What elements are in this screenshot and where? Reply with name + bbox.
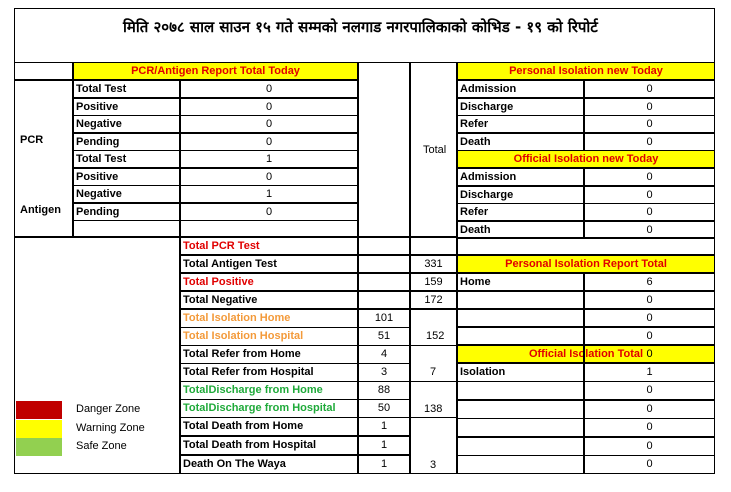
personal-total-value: 0 [584,327,715,345]
legend-label: Danger Zone [76,403,141,415]
personal-home-label: Home [457,273,584,291]
total-negative: Total Negative [180,291,358,309]
blank-cell [14,62,73,80]
refer-hospital: Total Refer from Hospital [180,363,358,382]
personal-new-value: 0 [584,80,715,98]
official-total-blank [457,418,584,437]
test-row-value: 0 [180,98,358,116]
test-row-label: Positive [73,168,180,186]
death-total: 3 [430,459,437,471]
test-row-label: Pending [73,203,180,221]
personal-new-value: 0 [584,98,715,116]
official-new-value: 0 [584,203,715,221]
blank-cell [73,220,180,237]
isolation-home: Total Isolation Home [180,309,358,328]
test-row-label: Negative [73,115,180,133]
discharge-total: 138 [424,403,443,415]
personal-new-header: Personal Isolation new Today [457,62,715,80]
discharge-home: TotalDischarge from Home [180,381,358,400]
personal-total-value: 0 [584,291,715,309]
personal-total-value: 0 [584,309,715,327]
personal-total-value: 0 [584,345,715,363]
total-antigen-value: 331 [410,255,457,273]
refer-home: Total Refer from Home [180,345,358,364]
personal-total-blank [457,327,584,345]
report-title: मिति २०७८ साल साउन १५ गते सम्मको नलगाड नगरपालिकाको कोभिड - १९ को रिपोर्ट [123,18,598,36]
total-label: Total [423,144,447,156]
total-antigen-test: Total Antigen Test [180,255,358,273]
test-row-value: 1 [180,185,358,203]
death-hospital: Total Death from Hospital [180,436,358,455]
personal-new-value: 0 [584,115,715,133]
test-row-value: 1 [180,150,358,168]
discharge-hospital-value: 50 [358,399,410,418]
official-new-label: Discharge [457,186,584,204]
test-row-value: 0 [180,80,358,98]
refer-total: 7 [430,366,437,378]
blank-row [457,237,715,255]
official-new-value: 0 [584,186,715,204]
official-total-header: Official Isolation Total [457,345,715,364]
total-positive: Total Positive [180,273,358,291]
test-row-label: Total Test [73,80,180,98]
official-total-blank [457,381,584,400]
personal-home-value: 6 [584,273,715,291]
official-new-label: Death [457,221,584,239]
test-row-label: Positive [73,98,180,116]
official-total-value: 0 [584,437,715,456]
personal-total-blank [457,309,584,327]
death-home-value: 1 [358,417,410,436]
total-negative-value: 172 [410,291,457,309]
test-row-value: 0 [180,133,358,151]
legend-swatch [16,420,62,438]
blank-col [358,62,410,237]
refer-home-value: 4 [358,345,410,364]
isolation-hospital-value: 51 [358,327,410,346]
test-row-value: 0 [180,168,358,186]
official-total-value: 0 [584,400,715,419]
death-way: Death On The Waya [180,455,358,474]
personal-new-value: 0 [584,133,715,151]
personal-new-label: Death [457,133,584,151]
official-total-blank [457,455,584,474]
official-isolation-value: 1 [584,363,715,382]
total-positive-value: 159 [410,273,457,291]
antigen-label: Antigen [20,204,61,216]
isolation-home-value: 101 [358,309,410,328]
legend-label: Safe Zone [76,440,127,452]
test-row-label: Pending [73,133,180,151]
test-row-label: Total Test [73,150,180,168]
report-title-box [14,8,715,62]
test-row-value: 0 [180,203,358,221]
legend-swatch [16,438,62,456]
pcr-label: PCR [20,134,44,146]
official-total-value: 0 [584,381,715,400]
personal-total-blank [457,291,584,309]
official-total-value: 0 [584,418,715,437]
personal-new-label: Discharge [457,98,584,116]
death-hospital-value: 1 [358,436,410,455]
personal-new-label: Admission [457,80,584,98]
test-row-label: Negative [73,185,180,203]
blank-cell [180,220,358,237]
isolation-total: 152 [426,330,445,342]
official-total-blank [457,437,584,456]
discharge-hospital: TotalDischarge from Hospital [180,399,358,418]
official-new-header: Official Isolation new Today [457,150,715,168]
personal-new-label: Refer [457,115,584,133]
official-new-label: Admission [457,168,584,186]
test-row-value: 0 [180,115,358,133]
official-isolation-label: Isolation [457,363,584,382]
death-way-value: 1 [358,455,410,474]
official-total-value: 0 [584,455,715,474]
personal-total-blank [457,345,584,363]
legend-swatch [16,401,62,419]
pcr-antigen-header: PCR/Antigen Report Total Today [73,62,358,80]
death-home: Total Death from Home [180,417,358,436]
total-pcr-test: Total PCR Test [180,237,358,255]
isolation-hospital: Total Isolation Hospital [180,327,358,346]
personal-total-header: Personal Isolation Report Total [457,255,715,273]
refer-hospital-value: 3 [358,363,410,382]
official-new-value: 0 [584,168,715,186]
discharge-home-value: 88 [358,381,410,400]
official-new-label: Refer [457,203,584,221]
legend-label: Warning Zone [76,421,145,434]
official-new-value: 0 [584,221,715,239]
official-total-blank [457,400,584,419]
